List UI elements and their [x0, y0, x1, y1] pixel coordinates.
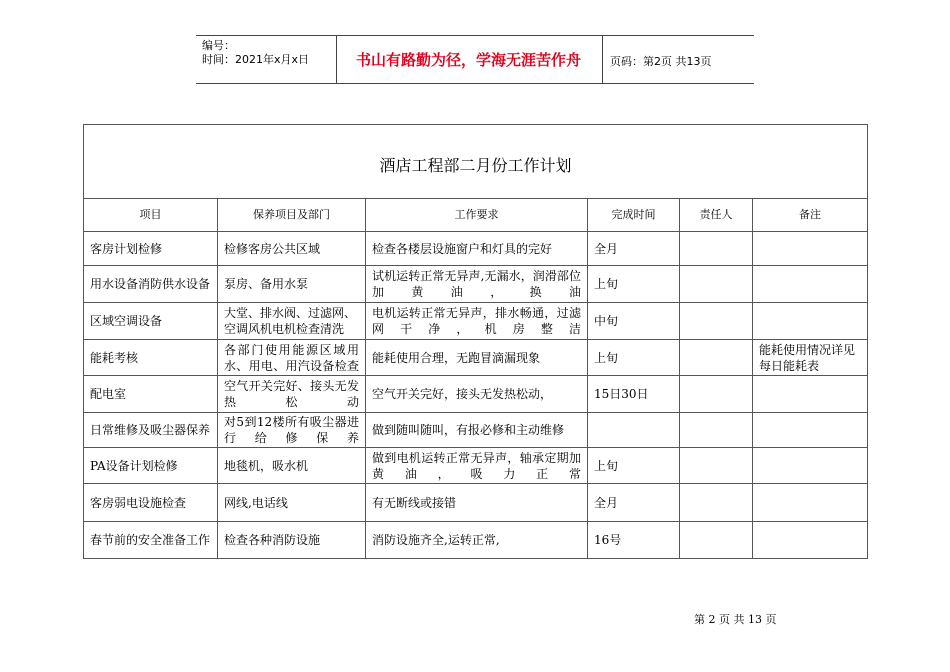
maintenance-cell: 检修客房公共区域 — [218, 232, 366, 266]
item-cell: PA设备计划检修 — [84, 448, 218, 484]
time-cell: 上旬 — [588, 448, 680, 484]
item-cell: 能耗考核 — [84, 340, 218, 376]
requirement-cell: 做到电机运转正常无异声，轴承定期加黄油，吸力正常 — [366, 448, 588, 484]
note-cell — [753, 376, 868, 413]
requirement-cell: 空气开关完好，接头无发热松动， — [366, 376, 588, 413]
motto-text: 书山有路勤为径，学海无涯苦作舟 — [355, 51, 581, 69]
page-footer: 第 2 页 共 13 页 — [694, 613, 777, 626]
note-cell — [753, 303, 868, 340]
note-cell: 能耗使用情况详见每日能耗表 — [753, 340, 868, 376]
column-header: 保养项目及部门 — [218, 199, 366, 232]
time-cell: 全月 — [588, 232, 680, 266]
column-header: 责任人 — [680, 199, 753, 232]
note-cell — [753, 484, 868, 522]
item-cell: 配电室 — [84, 376, 218, 413]
note-cell — [753, 413, 868, 448]
table-row — [84, 413, 868, 448]
table-title: 酒店工程部二月份工作计划 — [84, 125, 868, 199]
item-cell: 日常维修及吸尘器保养 — [84, 413, 218, 448]
table-row — [84, 448, 868, 484]
page-label: 页码：第2页 共13页 — [610, 55, 712, 68]
time-cell — [588, 413, 680, 448]
maintenance-cell: 泵房、备用水泵 — [218, 266, 366, 303]
table-row — [84, 376, 868, 413]
person-cell — [680, 413, 753, 448]
maintenance-cell: 空气开关完好、接头无发热松动 — [218, 376, 366, 413]
number-label: 编号： — [202, 39, 235, 52]
requirement-cell: 电机运转正常无异声，排水畅通，过滤网干净，机房整洁 — [366, 303, 588, 340]
item-cell: 用水设备消防供水设备 — [84, 266, 218, 303]
time-cell: 上旬 — [588, 266, 680, 303]
requirement-cell: 检查各楼层设施窗户和灯具的完好 — [366, 232, 588, 266]
maintenance-cell: 大堂、排水阀、过滤网、空调风机电机检查清洗 — [218, 303, 366, 340]
requirement-cell: 试机运转正常无异声,无漏水，润滑部位加黄油，换油 — [366, 266, 588, 303]
table-row — [84, 232, 868, 266]
requirement-cell: 做到随叫随叫，有报必修和主动维修 — [366, 413, 588, 448]
header-divider — [602, 36, 603, 83]
time-label: 时间：2021年x月x日 — [202, 53, 310, 66]
maintenance-cell: 地毯机，吸水机 — [218, 448, 366, 484]
time-cell: 15日30日 — [588, 376, 680, 413]
note-cell — [753, 232, 868, 266]
time-cell: 中旬 — [588, 303, 680, 340]
person-cell — [680, 266, 753, 303]
table-row — [84, 266, 868, 303]
person-cell — [680, 303, 753, 340]
note-cell — [753, 448, 868, 484]
item-cell: 客房弱电设施检查 — [84, 484, 218, 522]
maintenance-cell: 检查各种消防设施 — [218, 522, 366, 559]
table-row — [84, 303, 868, 340]
table-row — [84, 340, 868, 376]
time-cell: 全月 — [588, 484, 680, 522]
page-header — [196, 35, 754, 84]
person-cell — [680, 232, 753, 266]
column-header: 项目 — [84, 199, 218, 232]
person-cell — [680, 340, 753, 376]
table-row — [84, 484, 868, 522]
column-header: 备注 — [753, 199, 868, 232]
work-plan-table — [83, 124, 868, 559]
header-meta — [202, 39, 309, 67]
note-cell — [753, 522, 868, 559]
person-cell — [680, 376, 753, 413]
requirement-cell: 消防设施齐全,运转正常, — [366, 522, 588, 559]
item-cell: 客房计划检修 — [84, 232, 218, 266]
item-cell: 春节前的安全准备工作 — [84, 522, 218, 559]
time-cell: 上旬 — [588, 340, 680, 376]
time-cell: 16号 — [588, 522, 680, 559]
column-header: 工作要求 — [366, 199, 588, 232]
maintenance-cell: 对5到12楼所有吸尘器进行给修保养 — [218, 413, 366, 448]
table-header-row — [84, 199, 868, 232]
column-header: 完成时间 — [588, 199, 680, 232]
note-cell — [753, 266, 868, 303]
item-cell: 区域空调设备 — [84, 303, 218, 340]
person-cell — [680, 484, 753, 522]
requirement-cell: 能耗使用合理，无跑冒滴漏现象 — [366, 340, 588, 376]
maintenance-cell: 各部门使用能源区域用水、用电、用汽设备检查 — [218, 340, 366, 376]
table-row — [84, 522, 868, 559]
requirement-cell: 有无断线或接错 — [366, 484, 588, 522]
maintenance-cell: 网线,电话线 — [218, 484, 366, 522]
person-cell — [680, 448, 753, 484]
person-cell — [680, 522, 753, 559]
